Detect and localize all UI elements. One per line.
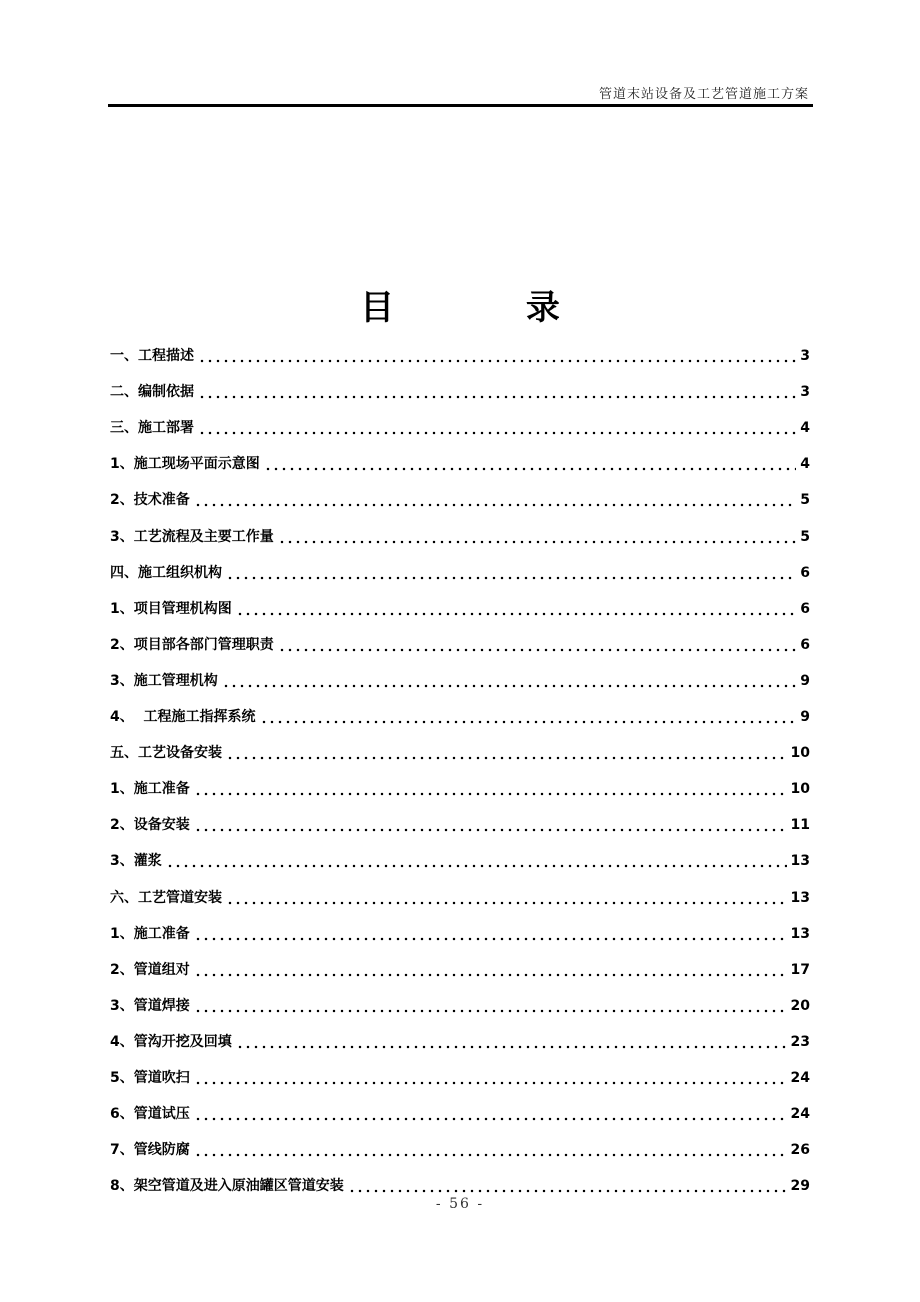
toc-entry[interactable] [110,871,810,907]
toc-entry-page: 6 [800,636,810,653]
toc-entry-label: 五、工艺设备安装 [110,745,222,762]
toc-entry[interactable] [110,547,810,583]
dot-leader [278,634,797,654]
toc-entry-page: 3 [800,348,810,365]
toc-entry-label: 一、工程描述 [110,348,194,365]
page-header [108,80,813,105]
toc-entry-label: 2、技术准备 [110,492,190,509]
toc-entry[interactable] [110,691,810,727]
toc-entry[interactable] [110,583,810,619]
toc-entry[interactable] [110,799,810,835]
toc-entry[interactable] [110,944,810,980]
dot-leader [198,345,796,365]
toc-entry[interactable] [110,835,810,871]
toc-entry[interactable] [110,763,810,799]
toc-entry[interactable] [110,510,810,546]
dot-leader [236,1031,787,1051]
dot-leader [194,995,787,1015]
toc-entry-label: 4、 工程施工指挥系统 [110,709,256,726]
toc-entry-label: 1、施工现场平面示意图 [110,456,260,473]
toc-entry-label: 6、管道试压 [110,1106,190,1123]
dot-leader [226,742,787,762]
toc-entry-page: 3 [800,384,810,401]
toc-entry[interactable] [110,402,810,438]
toc-entry-page: 4 [800,420,810,437]
toc-entry-label: 5、管道吹扫 [110,1069,190,1086]
toc-entry-label: 2、项目部各部门管理职责 [110,636,274,653]
page-number: - 56 - [435,1196,485,1212]
dot-leader [226,562,796,582]
dot-leader [194,1139,787,1159]
toc-entry-label: 四、施工组织机构 [110,564,222,581]
toc-entry-page: 13 [790,889,810,906]
toc-entry-label: 1、施工准备 [110,781,190,798]
dot-leader [194,814,787,834]
toc-entry-label: 3、工艺流程及主要工作量 [110,528,274,545]
dot-leader [278,526,797,546]
toc-entry[interactable] [110,1016,810,1052]
toc-title: 目 录 [360,288,620,328]
toc-entry-label: 1、项目管理机构图 [110,600,232,617]
dot-leader [166,850,787,870]
toc-entry-page: 24 [790,1069,810,1086]
toc-entry-label: 3、灌浆 [110,853,162,870]
toc-entry[interactable] [110,438,810,474]
dot-leader [264,453,797,473]
toc-entry-page: 26 [790,1142,810,1159]
toc-entry-page: 10 [790,781,810,798]
toc-entry-label: 8、架空管道及进入原油罐区管道安装 [110,1178,344,1195]
table-of-contents [110,330,810,1196]
header-title: 管道末站设备及工艺管道施工方案 [598,87,809,102]
toc-entry[interactable] [110,1052,810,1088]
toc-entry-page: 23 [790,1033,810,1050]
toc-entry-page: 20 [790,997,810,1014]
dot-leader [260,706,797,726]
toc-entry-page: 5 [800,492,810,509]
toc-entry-label: 2、管道组对 [110,961,190,978]
toc-entry-page: 24 [790,1106,810,1123]
toc-entry[interactable] [110,474,810,510]
toc-entry[interactable] [110,1088,810,1124]
toc-entry-label: 三、施工部署 [110,420,194,437]
dot-leader [222,670,797,690]
toc-entry-page: 13 [790,853,810,870]
toc-entry-label: 六、工艺管道安装 [110,889,222,906]
toc-entry-page: 29 [790,1178,810,1195]
toc-entry[interactable] [110,330,810,366]
toc-entry-page: 5 [800,528,810,545]
toc-entry-label: 3、施工管理机构 [110,672,218,689]
toc-entry-page: 6 [800,600,810,617]
toc-entry-page: 17 [790,961,810,978]
toc-entry[interactable] [110,619,810,655]
dot-leader [194,778,787,798]
toc-entry[interactable] [110,908,810,944]
dot-leader [194,1067,787,1087]
dot-leader [194,1103,787,1123]
toc-entry-label: 二、编制依据 [110,384,194,401]
toc-entry-page: 13 [790,925,810,942]
dot-leader [226,887,787,907]
toc-entry-label: 2、设备安装 [110,817,190,834]
toc-entry[interactable] [110,1124,810,1160]
toc-entry-label: 4、管沟开挖及回填 [110,1033,232,1050]
toc-entry-label: 7、管线防腐 [110,1142,190,1159]
toc-entry-page: 6 [800,564,810,581]
toc-entry-page: 9 [800,709,810,726]
dot-leader [194,489,797,509]
toc-entry-page: 10 [790,745,810,762]
toc-entry[interactable] [110,366,810,402]
dot-leader [194,959,787,979]
toc-entry-label: 1、施工准备 [110,925,190,942]
toc-entry[interactable] [110,1160,810,1196]
toc-entry-page: 9 [800,672,810,689]
toc-entry[interactable] [110,727,810,763]
toc-entry-page: 11 [790,817,810,834]
toc-entry-page: 4 [800,456,810,473]
dot-leader [198,417,796,437]
dot-leader [194,923,787,943]
toc-entry[interactable] [110,980,810,1016]
dot-leader [348,1175,787,1195]
dot-leader [198,381,796,401]
toc-entry[interactable] [110,655,810,691]
toc-entry-label: 3、管道焊接 [110,997,190,1014]
dot-leader [236,598,797,618]
